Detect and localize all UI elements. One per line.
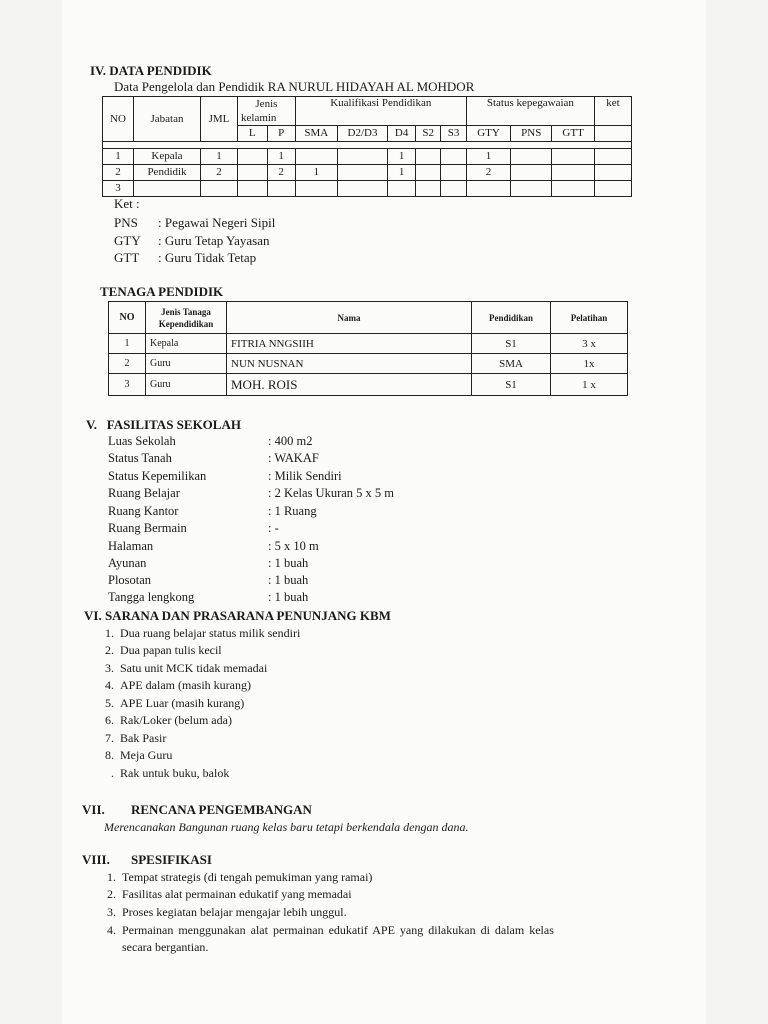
cell bbox=[295, 149, 337, 165]
th-jabatan: Jabatan bbox=[134, 97, 201, 142]
cell-pendidikan: S1 bbox=[472, 334, 551, 354]
item-text: Permainan menggunakan alat permainan edukatif APE yang dilakukan di dalam kelas bbox=[122, 923, 554, 937]
item-num: 2. bbox=[107, 887, 116, 901]
cell: Pendidik bbox=[134, 165, 201, 181]
item-num: 7. bbox=[105, 731, 114, 745]
th-sub-p: P bbox=[267, 126, 295, 142]
cell-pelatihan: 1 x bbox=[551, 374, 628, 396]
cell bbox=[595, 149, 632, 165]
cell: 1 bbox=[201, 149, 238, 165]
cell-pendidikan: S1 bbox=[472, 374, 551, 396]
section-6-heading: VI. SARANA DAN PRASARANA PENUNJANG KBM bbox=[84, 608, 391, 623]
cell bbox=[552, 165, 595, 181]
item-value: : WAKAF bbox=[268, 451, 319, 465]
ket-abbr: PNS bbox=[114, 215, 138, 230]
item-value: : 1 buah bbox=[268, 573, 309, 587]
cell bbox=[295, 181, 337, 197]
section-7-text: Merencanakan Bangunan ruang kelas baru tetapi berkendala dengan dana. bbox=[104, 820, 469, 834]
fasilitas-list bbox=[108, 434, 468, 610]
table-row bbox=[103, 181, 632, 197]
item-num: 4. bbox=[105, 678, 114, 692]
th-pendidikan: Pendidikan bbox=[472, 302, 551, 334]
cell-jenis: Guru bbox=[146, 354, 227, 374]
item-text: Fasilitas alat permainan edukatif yang memadai bbox=[122, 887, 352, 901]
th-jenis-kelamin bbox=[238, 97, 296, 126]
ket-desc: : Guru Tidak Tetap bbox=[158, 250, 257, 265]
th-sub-d4: D4 bbox=[388, 126, 416, 142]
cell bbox=[466, 181, 511, 197]
item-label: Status Kepemilikan bbox=[108, 469, 207, 483]
item-label: Ayunan bbox=[108, 556, 147, 570]
cell: 2 bbox=[103, 165, 134, 181]
item-num: 3. bbox=[107, 905, 116, 919]
th-sub-s3: S3 bbox=[441, 126, 466, 142]
ket-desc: : Pegawai Negeri Sipil bbox=[158, 215, 276, 230]
ket-desc: : Guru Tetap Yayasan bbox=[158, 233, 270, 248]
th-sub-sma: SMA bbox=[295, 126, 337, 142]
cell-nama: FITRIA NNGSIIH bbox=[227, 334, 472, 354]
th-sub-s2: S2 bbox=[416, 126, 441, 142]
ket-label: Ket : bbox=[114, 196, 140, 211]
cell-pelatihan: 1x bbox=[551, 354, 628, 374]
cell: 2 bbox=[201, 165, 238, 181]
item-value: : Milik Sendiri bbox=[268, 469, 342, 483]
list-item-continuation: secara bergantian. bbox=[122, 940, 209, 954]
item-num: 1. bbox=[107, 870, 116, 884]
cell: 1 bbox=[388, 149, 416, 165]
cell bbox=[238, 181, 268, 197]
spesifikasi-list bbox=[100, 870, 630, 960]
cell bbox=[416, 165, 441, 181]
item-text: Dua papan tulis kecil bbox=[120, 643, 222, 657]
th-jenis-line1: Jenis Tanaga bbox=[161, 306, 211, 317]
item-text: Bak Pasir bbox=[120, 731, 167, 745]
cell bbox=[416, 149, 441, 165]
th-sub-gty: GTY bbox=[466, 126, 511, 142]
section-8-title: SPESIFIKASI bbox=[131, 852, 212, 867]
cell bbox=[337, 149, 387, 165]
item-value: : 400 m2 bbox=[268, 434, 313, 448]
th-sub-l: L bbox=[238, 126, 268, 142]
item-num: . bbox=[111, 766, 114, 780]
item-text: Meja Guru bbox=[120, 748, 173, 762]
cell bbox=[441, 149, 466, 165]
item-num: 1. bbox=[105, 626, 114, 640]
item-text: Dua ruang belajar status milik sendiri bbox=[120, 626, 301, 640]
item-value: : 1 buah bbox=[268, 590, 309, 604]
cell bbox=[595, 181, 632, 197]
cell bbox=[238, 165, 268, 181]
item-value: : 1 Ruang bbox=[268, 504, 317, 518]
cell-no: 1 bbox=[109, 334, 146, 354]
th-kualifikasi: Kualifikasi Pendidikan bbox=[295, 97, 466, 126]
item-num: 5. bbox=[105, 696, 114, 710]
cell bbox=[134, 181, 201, 197]
th-sub-pns: PNS bbox=[511, 126, 552, 142]
item-label: Tangga lengkong bbox=[108, 590, 195, 604]
cell bbox=[337, 181, 387, 197]
cell bbox=[267, 181, 295, 197]
ket-abbr: GTT bbox=[114, 250, 140, 265]
item-label: Halaman bbox=[108, 539, 154, 553]
item-num: 8. bbox=[105, 748, 114, 762]
table-row bbox=[103, 149, 632, 165]
ket-abbr: GTY bbox=[114, 233, 141, 248]
item-label: Luas Sekolah bbox=[108, 434, 176, 448]
th-sub-gtt: GTT bbox=[552, 126, 595, 142]
section-7-num: VII. bbox=[82, 802, 105, 817]
item-text: Satu unit MCK tidak memadai bbox=[120, 661, 268, 675]
sarana-list bbox=[98, 626, 398, 782]
item-label: Ruang Belajar bbox=[108, 486, 180, 500]
table-row bbox=[103, 165, 632, 181]
cell bbox=[552, 149, 595, 165]
cell-no: 2 bbox=[109, 354, 146, 374]
cell: 2 bbox=[267, 165, 295, 181]
cell bbox=[511, 181, 552, 197]
item-text: APE Luar (masih kurang) bbox=[120, 696, 245, 710]
item-value: : - bbox=[268, 521, 279, 535]
cell bbox=[441, 165, 466, 181]
cell-pendidikan: SMA bbox=[472, 354, 551, 374]
section-4-subtitle: Data Pengelola dan Pendidik RA NURUL HIDAYAH AL MOHDOR bbox=[114, 79, 475, 94]
item-text: Tempat strategis (di tengah pemukiman yang ramai) bbox=[122, 870, 373, 884]
item-num: 2. bbox=[105, 643, 114, 657]
item-num: 4. bbox=[107, 923, 116, 937]
th-sub-d2d3: D2/D3 bbox=[337, 126, 387, 142]
cell-jenis: Kepala bbox=[146, 334, 227, 354]
section-4-heading: IV. DATA PENDIDIK bbox=[90, 63, 212, 78]
table-row bbox=[109, 334, 628, 354]
cell bbox=[511, 149, 552, 165]
cell bbox=[441, 181, 466, 197]
cell: 1 bbox=[103, 149, 134, 165]
item-label: Plosotan bbox=[108, 573, 152, 587]
cell: 3 bbox=[103, 181, 134, 197]
item-label: Status Tanah bbox=[108, 451, 172, 465]
th-sub-ket-empty bbox=[595, 126, 632, 142]
th-jenis: Jenis bbox=[255, 98, 278, 110]
cell bbox=[511, 165, 552, 181]
table-row bbox=[109, 374, 628, 396]
section-7-title: RENCANA PENGEMBANGAN bbox=[131, 802, 312, 817]
th-no: NO bbox=[103, 97, 134, 142]
cell: 1 bbox=[295, 165, 337, 181]
th-jenis-line2: Kependidikan bbox=[158, 318, 214, 329]
cell: Kepala bbox=[134, 149, 201, 165]
cell-nama: NUN NUSNAN bbox=[227, 354, 472, 374]
table-spacer bbox=[103, 142, 632, 149]
th-kelamin: kelamin bbox=[241, 112, 277, 124]
cell bbox=[201, 181, 238, 197]
cell bbox=[337, 165, 387, 181]
item-label: Ruang Kantor bbox=[108, 504, 179, 518]
th-ket: ket bbox=[595, 97, 632, 126]
cell: 1 bbox=[388, 165, 416, 181]
item-label: Ruang Bermain bbox=[108, 521, 187, 535]
item-text: Rak/Loker (belum ada) bbox=[120, 713, 232, 727]
item-text: APE dalam (masih kurang) bbox=[120, 678, 251, 692]
item-value: : 1 buah bbox=[268, 556, 309, 570]
item-value: : 5 x 10 m bbox=[268, 539, 319, 553]
th-status: Status kepegawaian bbox=[466, 97, 594, 126]
th-jenis-tenaga bbox=[146, 302, 227, 334]
th-pelatihan: Pelatihan bbox=[551, 302, 628, 334]
cell-nama: MOH. ROIS bbox=[227, 374, 472, 396]
item-num: 3. bbox=[105, 661, 114, 675]
item-num: 6. bbox=[105, 713, 114, 727]
section-8-num: VIII. bbox=[82, 852, 110, 867]
th-jml: JML bbox=[201, 97, 238, 142]
cell: 2 bbox=[466, 165, 511, 181]
cell bbox=[416, 181, 441, 197]
cell-jenis: Guru bbox=[146, 374, 227, 396]
cell bbox=[238, 149, 268, 165]
item-text: Proses kegiatan belajar mengajar lebih unggul. bbox=[122, 905, 347, 919]
item-value: : 2 Kelas Ukuran 5 x 5 m bbox=[268, 486, 395, 500]
cell bbox=[388, 181, 416, 197]
cell: 1 bbox=[466, 149, 511, 165]
th-nama: Nama bbox=[227, 302, 472, 334]
cell: 1 bbox=[267, 149, 295, 165]
tenaga-heading: TENAGA PENDIDIK bbox=[100, 284, 224, 299]
cell-pelatihan: 3 x bbox=[551, 334, 628, 354]
section-5-heading: V. FASILITAS SEKOLAH bbox=[86, 417, 241, 432]
item-text: Rak untuk buku, balok bbox=[120, 766, 230, 780]
cell-no: 3 bbox=[109, 374, 146, 396]
tenaga-table bbox=[108, 301, 628, 396]
cell bbox=[595, 165, 632, 181]
th-no: NO bbox=[109, 302, 146, 334]
data-pendidik-table bbox=[102, 96, 632, 197]
cell bbox=[552, 181, 595, 197]
table-row bbox=[109, 354, 628, 374]
